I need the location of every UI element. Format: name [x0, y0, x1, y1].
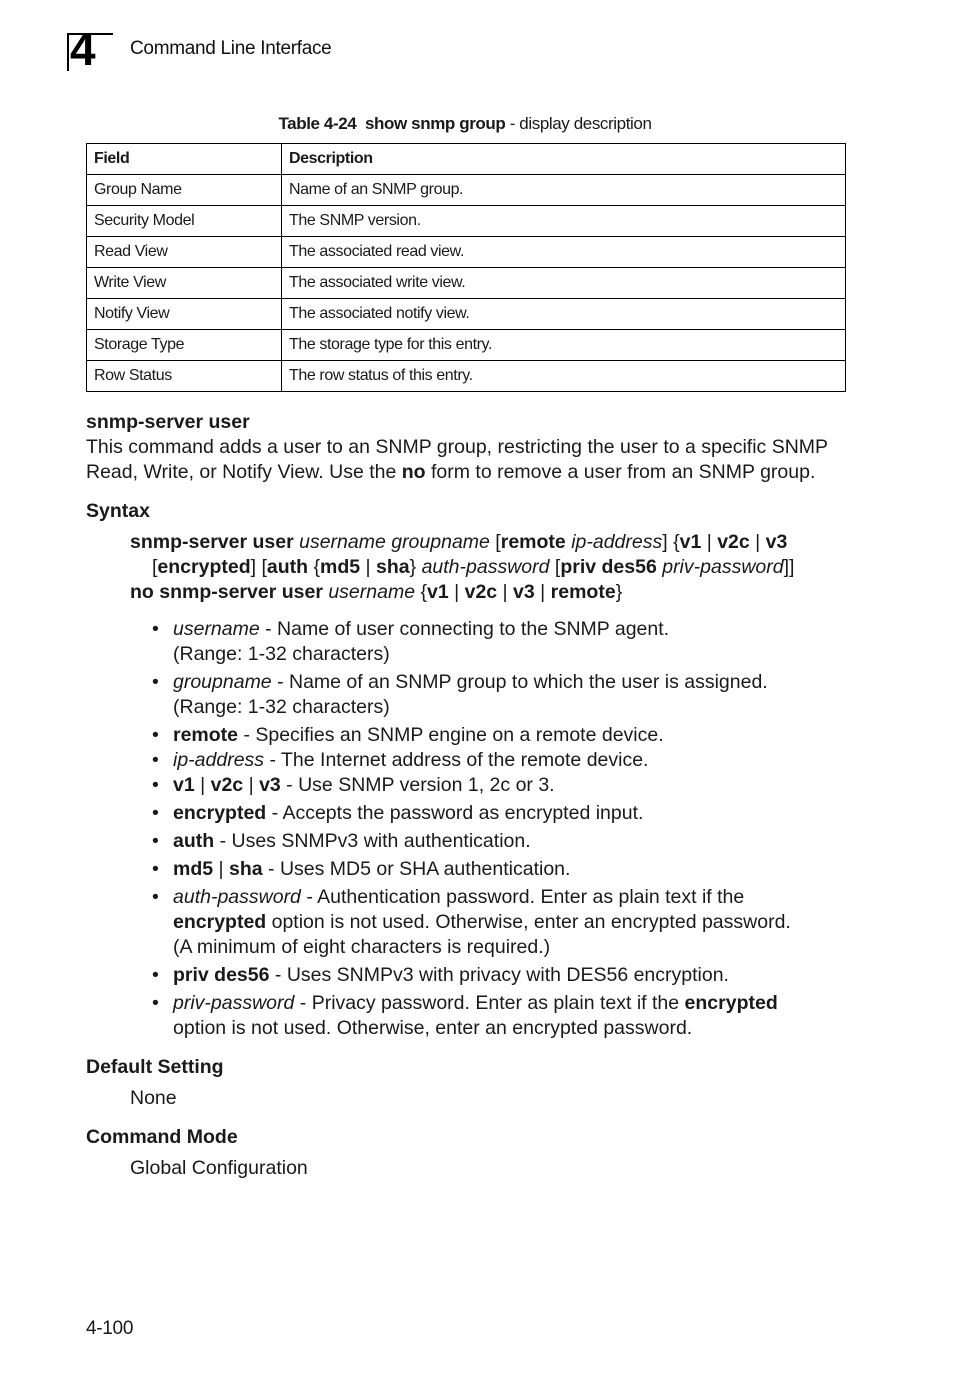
option-item-ip-address: • ip-address - The Internet address of the remote device.: [152, 748, 856, 773]
command-description: This command adds a user to an SNMP group, restricting the user to a specific SNMP Read, Write, or Notify View. Use the no form to remove a user from an SNMP group.: [86, 436, 828, 483]
field-description-table: [86, 143, 846, 392]
table-row: [87, 299, 846, 330]
table-cell-description: The SNMP version.: [282, 206, 846, 237]
table-row: [87, 175, 846, 206]
table-cell-description: The row status of this entry.: [282, 361, 846, 392]
page-number: 4-100: [86, 1318, 134, 1339]
table-row: [87, 237, 846, 268]
table-cell-field: Security Model: [87, 206, 282, 237]
table-caption-label: Table 4-24: [278, 114, 357, 133]
command-mode-heading: Command Mode: [86, 1126, 238, 1148]
default-setting-value: None: [130, 1087, 177, 1109]
table-cell-field: Write View: [87, 268, 282, 299]
table-cell-description: The storage type for this entry.: [282, 330, 846, 361]
table-cell-description: The associated write view.: [282, 268, 846, 299]
table-cell-description: The associated read view.: [282, 237, 846, 268]
table-cell-field: Read View: [87, 237, 282, 268]
table-caption: [0, 114, 930, 134]
command-reference-content: [86, 410, 856, 1195]
option-list: [86, 617, 856, 1041]
syntax-block: [130, 530, 856, 605]
syntax-line-2: [encrypted] [auth {md5 | sha} auth-password [priv des56 priv-password]]: [152, 556, 795, 578]
option-item-auth: • auth - Uses SNMPv3 with authentication.: [152, 829, 856, 854]
chapter-number: 4: [70, 23, 96, 75]
option-item-encrypted: • encrypted - Accepts the password as encrypted input.: [152, 801, 856, 826]
default-setting-heading: Default Setting: [86, 1056, 224, 1078]
table-cell-description: The associated notify view.: [282, 299, 846, 330]
table-header-description: Description: [282, 144, 846, 175]
table-row: [87, 361, 846, 392]
option-item-remote: • remote - Specifies an SNMP engine on a remote device.: [152, 723, 856, 748]
table-cell-description: Name of an SNMP group.: [282, 175, 846, 206]
table-cell-field: Storage Type: [87, 330, 282, 361]
table-row: [87, 268, 846, 299]
option-item-priv-des56: • priv des56 - Uses SNMPv3 with privacy with DES56 encryption.: [152, 963, 856, 988]
syntax-line-no-form: no snmp-server user username {v1 | v2c | v3 | remote}: [130, 581, 623, 603]
running-header-title: Command Line Interface: [130, 38, 332, 59]
command-mode-value: Global Configuration: [130, 1157, 308, 1179]
table-cell-field: Group Name: [87, 175, 282, 206]
syntax-heading: Syntax: [86, 500, 150, 522]
command-title: snmp-server user: [86, 411, 250, 433]
table-header-row: [87, 144, 846, 175]
option-item-priv-password: • priv-password - Privacy password. Enter as plain text if the encrypted option is not used. Otherwise, enter an encrypted password.: [152, 991, 856, 1041]
option-item-version: • v1 | v2c | v3 - Use SNMP version 1, 2c or 3.: [152, 773, 856, 798]
table-caption-rest: - display description: [505, 114, 652, 133]
table-cell-field: Notify View: [87, 299, 282, 330]
option-item-auth-password: • auth-password - Authentication password. Enter as plain text if the encrypted option is not used. Otherwise, enter an encrypted password. (A minimum of eight characters is required.): [152, 885, 856, 960]
option-item-groupname: • groupname - Name of an SNMP group to which the user is assigned. (Range: 1-32 characters): [152, 670, 856, 720]
option-item-username: • username - Name of user connecting to the SNMP agent. (Range: 1-32 characters): [152, 617, 856, 667]
option-item-md5-sha: • md5 | sha - Uses MD5 or SHA authentication.: [152, 857, 856, 882]
syntax-line-1: snmp-server user username groupname [remote ip-address] {v1 | v2c | v3: [130, 531, 788, 553]
table-cell-field: Row Status: [87, 361, 282, 392]
table-caption-command: show snmp group: [364, 114, 506, 133]
table-header-field: Field: [87, 144, 282, 175]
table-row: [87, 206, 846, 237]
table-row: [87, 330, 846, 361]
